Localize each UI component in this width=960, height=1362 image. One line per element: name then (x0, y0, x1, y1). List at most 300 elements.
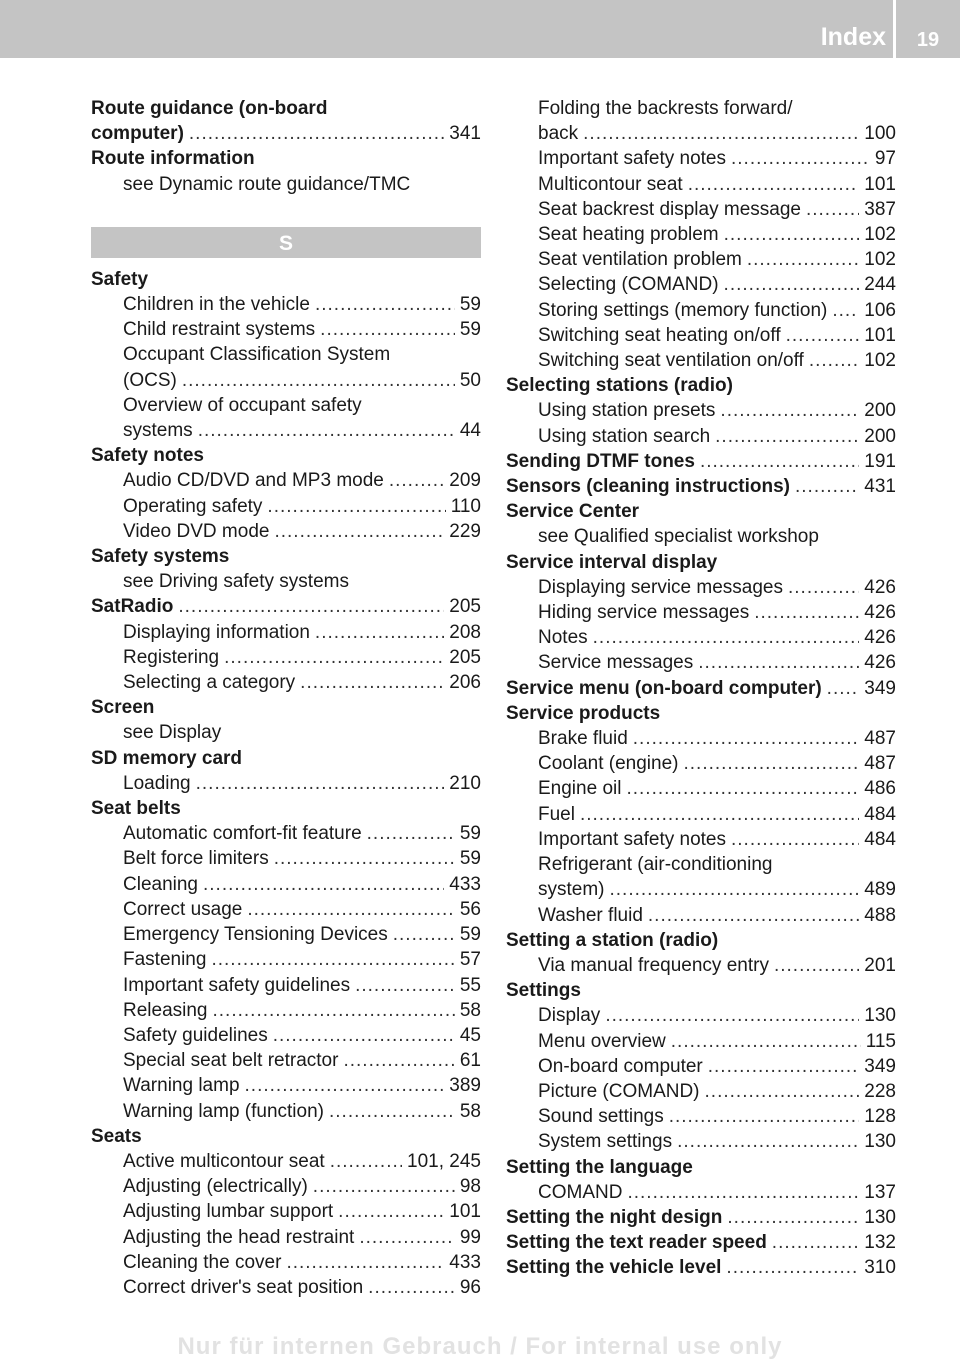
entry-page-ref: 101 (449, 1201, 481, 1223)
entry-text: Hiding service messages (538, 602, 750, 624)
entry-text: Loading (123, 772, 191, 794)
dot-leader (286, 1250, 444, 1275)
entry-page-ref: 387 (864, 198, 896, 220)
index-subentry (506, 524, 896, 549)
entry-text: Seat backrest display message (538, 198, 801, 220)
dot-leader (273, 1023, 455, 1048)
entry-text: Child restraint systems (123, 319, 316, 341)
entry-text: Using station search (538, 425, 711, 447)
index-subentry (506, 1003, 896, 1028)
entry-text: computer) (91, 123, 184, 145)
index-subentry (91, 1048, 481, 1073)
entry-page-ref: 132 (864, 1232, 896, 1254)
entry-text: Multicontour seat (538, 173, 683, 195)
entry-text: Special seat belt retractor (123, 1050, 339, 1072)
index-subentry (91, 1149, 481, 1174)
index-subentry (506, 323, 896, 348)
index-subentry (506, 726, 896, 751)
dot-leader (795, 474, 859, 499)
index-entry (506, 928, 896, 953)
entry-text: Refrigerant (air-conditioning (538, 854, 773, 876)
dot-leader (772, 1230, 860, 1255)
entry-page-ref: 349 (864, 677, 896, 699)
entry-text: On-board computer (538, 1055, 703, 1077)
index-subentry (506, 1029, 896, 1054)
index-subentry (91, 998, 481, 1023)
entry-page-ref: 100 (864, 123, 896, 145)
index-subentry (91, 292, 481, 317)
entry-text: COMAND (538, 1181, 623, 1203)
entry-text: Setting the text reader speed (506, 1232, 767, 1254)
entry-page-ref: 205 (449, 646, 481, 668)
entry-text: Important safety guidelines (123, 974, 351, 996)
entry-text: System settings (538, 1131, 673, 1153)
index-subentry (506, 222, 896, 247)
index-subentry (506, 1079, 896, 1104)
dot-leader (300, 670, 444, 695)
index-subentry (506, 1054, 896, 1079)
entry-text: Important safety notes (538, 148, 726, 170)
entry-page-ref: 433 (449, 1251, 481, 1273)
entry-text: system) (538, 879, 605, 901)
entry-text: Adjusting lumbar support (123, 1201, 334, 1223)
index-subentry (91, 1174, 481, 1199)
index-entry (91, 544, 481, 569)
index-subentry (506, 802, 896, 827)
dot-leader (343, 1048, 454, 1073)
index-subentry (506, 751, 896, 776)
watermark-footer: Nur für internen Gebrauch / For internal use only (177, 1333, 783, 1360)
dot-leader (359, 1225, 455, 1250)
dot-leader (338, 1199, 444, 1224)
entry-text: Menu overview (538, 1030, 666, 1052)
entry-text: Adjusting the head restraint (123, 1226, 355, 1248)
entry-text: Seats (91, 1125, 142, 1147)
page-number: 19 (916, 29, 940, 51)
index-subentry (506, 424, 896, 449)
entry-text: Warning lamp (123, 1075, 240, 1097)
entry-text: Setting the language (506, 1156, 693, 1178)
entry-text: Overview of occupant safety (123, 394, 362, 416)
index-subentry (91, 368, 481, 393)
dot-leader (198, 418, 455, 443)
entry-page-ref: 310 (864, 1257, 896, 1279)
index-subentry (506, 197, 896, 222)
entry-text: Displaying service messages (538, 576, 783, 598)
entry-text: Storing settings (memory function) (538, 299, 828, 321)
entry-text: Correct usage (123, 898, 243, 920)
dot-leader (724, 222, 860, 247)
entry-page-ref: 102 (864, 249, 896, 271)
entry-text: Service messages (538, 652, 694, 674)
index-subentry (506, 348, 896, 373)
entry-page-ref: 431 (864, 476, 896, 498)
index-subentry (91, 1199, 481, 1224)
index-entry (91, 121, 481, 146)
dot-leader (688, 172, 860, 197)
dot-leader (367, 821, 455, 846)
entry-page-ref: 97 (874, 148, 896, 170)
index-subentry (91, 620, 481, 645)
entry-page-ref: 484 (864, 803, 896, 825)
dot-leader (315, 620, 444, 645)
entry-text: Screen (91, 697, 155, 719)
entry-text: Folding the backrests forward/ (538, 98, 793, 119)
dot-leader (669, 1104, 860, 1129)
entry-text: Using station presets (538, 400, 716, 422)
index-subentry (91, 897, 481, 922)
dot-leader (593, 625, 860, 650)
index-entry (506, 550, 896, 575)
index-subentry (506, 146, 896, 171)
index-subentry (91, 494, 481, 519)
entry-text: Seat ventilation problem (538, 249, 742, 271)
index-subentry (91, 317, 481, 342)
dot-leader (633, 726, 860, 751)
entry-page-ref: 426 (864, 652, 896, 674)
entry-text: Display (538, 1005, 601, 1027)
dot-leader (583, 121, 859, 146)
dot-leader (747, 247, 859, 272)
entry-page-ref: 389 (449, 1075, 481, 1097)
dot-leader (648, 903, 859, 928)
entry-page-ref: 209 (449, 470, 481, 492)
dot-leader (827, 676, 860, 701)
index-entry (91, 695, 481, 720)
index-subentry (91, 1250, 481, 1275)
entry-page-ref: 50 (459, 369, 481, 391)
entry-page-ref: 110 (450, 495, 481, 517)
entry-page-ref: 56 (459, 898, 481, 920)
index-entry (91, 146, 481, 171)
entry-page-ref: 59 (459, 848, 481, 870)
entry-page-ref: 101 (864, 324, 896, 346)
index-entry (91, 267, 481, 292)
index-subentry (506, 625, 896, 650)
entry-text: see Driving safety systems (123, 571, 349, 593)
index-subentry (91, 645, 481, 670)
entry-page-ref: 58 (459, 999, 481, 1021)
entry-text: (OCS) (123, 369, 177, 391)
entry-text: see Qualified specialist workshop (538, 526, 819, 548)
index-subentry (91, 172, 481, 197)
dot-leader (330, 1149, 402, 1174)
index-subentry (91, 771, 481, 796)
index-subentry (91, 670, 481, 695)
index-entry (506, 1205, 896, 1230)
dot-leader (320, 317, 455, 342)
index-entry (506, 449, 896, 474)
index-subentry (91, 821, 481, 846)
index-entry (91, 1124, 481, 1149)
index-subentry (506, 1129, 896, 1154)
index-subentry (91, 973, 481, 998)
entry-text: see Display (123, 722, 222, 744)
entry-text: Switching seat heating on/off (538, 324, 781, 346)
entry-page-ref: 99 (459, 1226, 481, 1248)
entry-text: systems (123, 420, 193, 442)
index-subentry (91, 1275, 481, 1300)
index-subentry (91, 468, 481, 493)
dot-leader (610, 877, 860, 902)
entry-text: Coolant (engine) (538, 753, 679, 775)
index-subentry (506, 172, 896, 197)
index-subentry (506, 827, 896, 852)
dot-leader (708, 1054, 860, 1079)
entry-page-ref: 106 (864, 299, 896, 321)
entry-page-ref: 98 (459, 1176, 481, 1198)
dot-leader (727, 1205, 859, 1230)
entry-text: Notes (538, 627, 588, 649)
dot-leader (274, 846, 455, 871)
entry-text: Brake fluid (538, 728, 628, 750)
index-subentry (506, 776, 896, 801)
entry-text: Route guidance (on-board (91, 98, 328, 119)
entry-page-ref: 55 (459, 974, 481, 996)
entry-text: Adjusting (electrically) (123, 1176, 308, 1198)
entry-page-ref: 130 (864, 1005, 896, 1027)
entry-text: Fastening (123, 949, 207, 971)
entry-page-ref: 349 (864, 1055, 896, 1077)
entry-page-ref: 208 (449, 621, 481, 643)
entry-text: SD memory card (91, 747, 243, 769)
entry-page-ref: 130 (864, 1206, 896, 1228)
dot-leader (329, 1099, 455, 1124)
index-subentry (91, 947, 481, 972)
index-entry (91, 443, 481, 468)
index-subentry (506, 953, 896, 978)
index-entry (91, 746, 481, 771)
dot-leader (700, 449, 859, 474)
index-entry (506, 978, 896, 1003)
dot-leader (189, 121, 444, 146)
index-subentry (91, 519, 481, 544)
entry-text: Fuel (538, 803, 575, 825)
entry-page-ref: 44 (459, 420, 481, 442)
index-subentry (91, 1225, 481, 1250)
index-entry (506, 701, 896, 726)
index-entry (506, 1155, 896, 1180)
entry-text: Engine oil (538, 778, 622, 800)
entry-page-ref: 137 (864, 1181, 896, 1203)
entry-text: Service products (506, 702, 661, 724)
dot-leader (224, 645, 444, 670)
dot-leader (389, 468, 444, 493)
entry-page-ref: 229 (449, 520, 481, 542)
entry-page-ref: 59 (459, 294, 481, 316)
dot-leader (313, 1174, 455, 1199)
entry-page-ref: 489 (864, 879, 896, 901)
entry-text: Displaying information (123, 621, 310, 643)
dot-leader (315, 292, 455, 317)
dot-leader (715, 424, 859, 449)
entry-text: Settings (506, 980, 581, 1002)
dot-leader (245, 1073, 445, 1098)
dot-leader (788, 575, 859, 600)
dot-leader (178, 594, 444, 619)
entry-text: see Dynamic route guidance/TMC (123, 173, 411, 195)
index-subentry (506, 852, 896, 877)
dot-leader (806, 197, 859, 222)
entry-text: Occupant Classification System (123, 344, 391, 366)
entry-page-ref: 244 (864, 274, 896, 296)
entry-text: Selecting a category (123, 672, 296, 694)
entry-page-ref: 57 (459, 949, 481, 971)
index-subentry (91, 872, 481, 897)
index-subentry (506, 575, 896, 600)
dot-leader (203, 872, 444, 897)
dot-leader (671, 1029, 861, 1054)
index-subentry (506, 96, 896, 121)
entry-text: Route information (91, 148, 255, 170)
entry-page-ref: 45 (459, 1024, 481, 1046)
entry-text: Setting the night design (506, 1206, 723, 1228)
index-subentry (506, 600, 896, 625)
entry-text: Washer fluid (538, 904, 643, 926)
index-subentry (91, 569, 481, 594)
entry-page-ref: 96 (459, 1276, 481, 1298)
entry-page-ref: 487 (864, 753, 896, 775)
entry-page-ref: 488 (864, 904, 896, 926)
entry-page-ref: 200 (864, 425, 896, 447)
dot-leader (605, 1003, 859, 1028)
index-subentry (506, 1104, 896, 1129)
entry-page-ref: 59 (459, 823, 481, 845)
entry-page-ref: 58 (459, 1100, 481, 1122)
entry-page-ref: 426 (864, 576, 896, 598)
dot-leader (724, 272, 860, 297)
entry-text: Releasing (123, 999, 208, 1021)
entry-text: Switching seat ventilation on/off (538, 350, 804, 372)
entry-text: Video DVD mode (123, 520, 270, 542)
entry-text: Operating safety (123, 495, 263, 517)
dot-leader (627, 1180, 859, 1205)
entry-text: Belt force limiters (123, 848, 269, 870)
entry-page-ref: 115 (865, 1030, 896, 1052)
dot-leader (580, 802, 859, 827)
index-subentry (91, 342, 481, 367)
entry-text: Service Center (506, 501, 640, 523)
page-header (0, 0, 960, 58)
dot-leader (698, 650, 859, 675)
index-subentry (506, 650, 896, 675)
entry-page-ref: 191 (864, 450, 896, 472)
dot-leader (786, 323, 860, 348)
section-letter-header: S (91, 227, 481, 258)
entry-text: SatRadio (91, 596, 174, 618)
dot-leader (355, 973, 455, 998)
index-subentry (506, 903, 896, 928)
dot-leader (211, 947, 454, 972)
entry-page-ref: 59 (459, 319, 481, 341)
entry-text: Registering (123, 646, 220, 668)
entry-text: Active multicontour seat (123, 1150, 325, 1172)
entry-text: Safety systems (91, 546, 230, 568)
entry-text: Automatic comfort-fit feature (123, 823, 362, 845)
index-subentry (91, 1023, 481, 1048)
index-column-left (91, 96, 481, 1300)
index-entry (91, 796, 481, 821)
entry-text: Important safety notes (538, 828, 726, 850)
dot-leader (720, 398, 859, 423)
entry-page-ref: 59 (459, 924, 481, 946)
dot-leader (726, 1255, 859, 1280)
index-subentry (91, 393, 481, 418)
entry-text: Safety notes (91, 445, 204, 467)
index-entry (91, 96, 481, 121)
index-subentry (91, 418, 481, 443)
entry-text: Service menu (on-board computer) (506, 677, 822, 699)
entry-text: Safety guidelines (123, 1024, 268, 1046)
index-subentry (506, 398, 896, 423)
dot-leader (393, 922, 455, 947)
entry-text: Audio CD/DVD and MP3 mode (123, 470, 384, 492)
entry-page-ref: 130 (864, 1131, 896, 1153)
entry-text: Selecting (COMAND) (538, 274, 719, 296)
entry-page-ref: 484 (864, 828, 896, 850)
entry-page-ref: 102 (864, 224, 896, 246)
entry-page-ref: 486 (864, 778, 896, 800)
entry-text: Safety (91, 268, 149, 290)
entry-page-ref: 205 (449, 596, 481, 618)
entry-text: Correct driver's seat position (123, 1276, 364, 1298)
entry-text: Cleaning the cover (123, 1251, 282, 1273)
dot-leader (731, 827, 859, 852)
dot-leader (274, 519, 444, 544)
entry-page-ref: 228 (864, 1080, 896, 1102)
entry-text: Via manual frequency entry (538, 954, 769, 976)
index-subentry (506, 247, 896, 272)
dot-leader (213, 998, 455, 1023)
entry-page-ref: 102 (864, 350, 896, 372)
index-subentry (506, 272, 896, 297)
dot-leader (182, 368, 455, 393)
index-subentry (91, 922, 481, 947)
dot-leader (247, 897, 455, 922)
dot-leader (731, 146, 870, 171)
dot-leader (774, 953, 859, 978)
section-title: Index (820, 23, 886, 51)
index-subentry (91, 1099, 481, 1124)
entry-text: Setting the vehicle level (506, 1257, 722, 1279)
entry-page-ref: 433 (449, 873, 481, 895)
index-entry (506, 499, 896, 524)
entry-page-ref: 487 (864, 728, 896, 750)
entry-text: Emergency Tensioning Devices (123, 924, 388, 946)
entry-page-ref: 206 (449, 672, 481, 694)
entry-page-ref: 201 (864, 954, 896, 976)
index-subentry (506, 298, 896, 323)
entry-page-ref: 426 (864, 602, 896, 624)
index-subentry (506, 1180, 896, 1205)
entry-text: back (538, 123, 579, 145)
dot-leader (626, 776, 859, 801)
entry-text: Warning lamp (function) (123, 1100, 324, 1122)
index-entry (506, 676, 896, 701)
entry-text: Picture (COMAND) (538, 1080, 700, 1102)
index-subentry (506, 121, 896, 146)
entry-text: Sending DTMF tones (506, 450, 695, 472)
entry-text: Sound settings (538, 1106, 664, 1128)
entry-page-ref: 128 (864, 1106, 896, 1128)
dot-leader (705, 1079, 860, 1104)
entry-text: Children in the vehicle (123, 294, 310, 316)
index-entry (506, 1230, 896, 1255)
index-entry (91, 594, 481, 619)
entry-page-ref: 200 (864, 400, 896, 422)
entry-page-ref: 61 (459, 1050, 481, 1072)
index-subentry (91, 1073, 481, 1098)
